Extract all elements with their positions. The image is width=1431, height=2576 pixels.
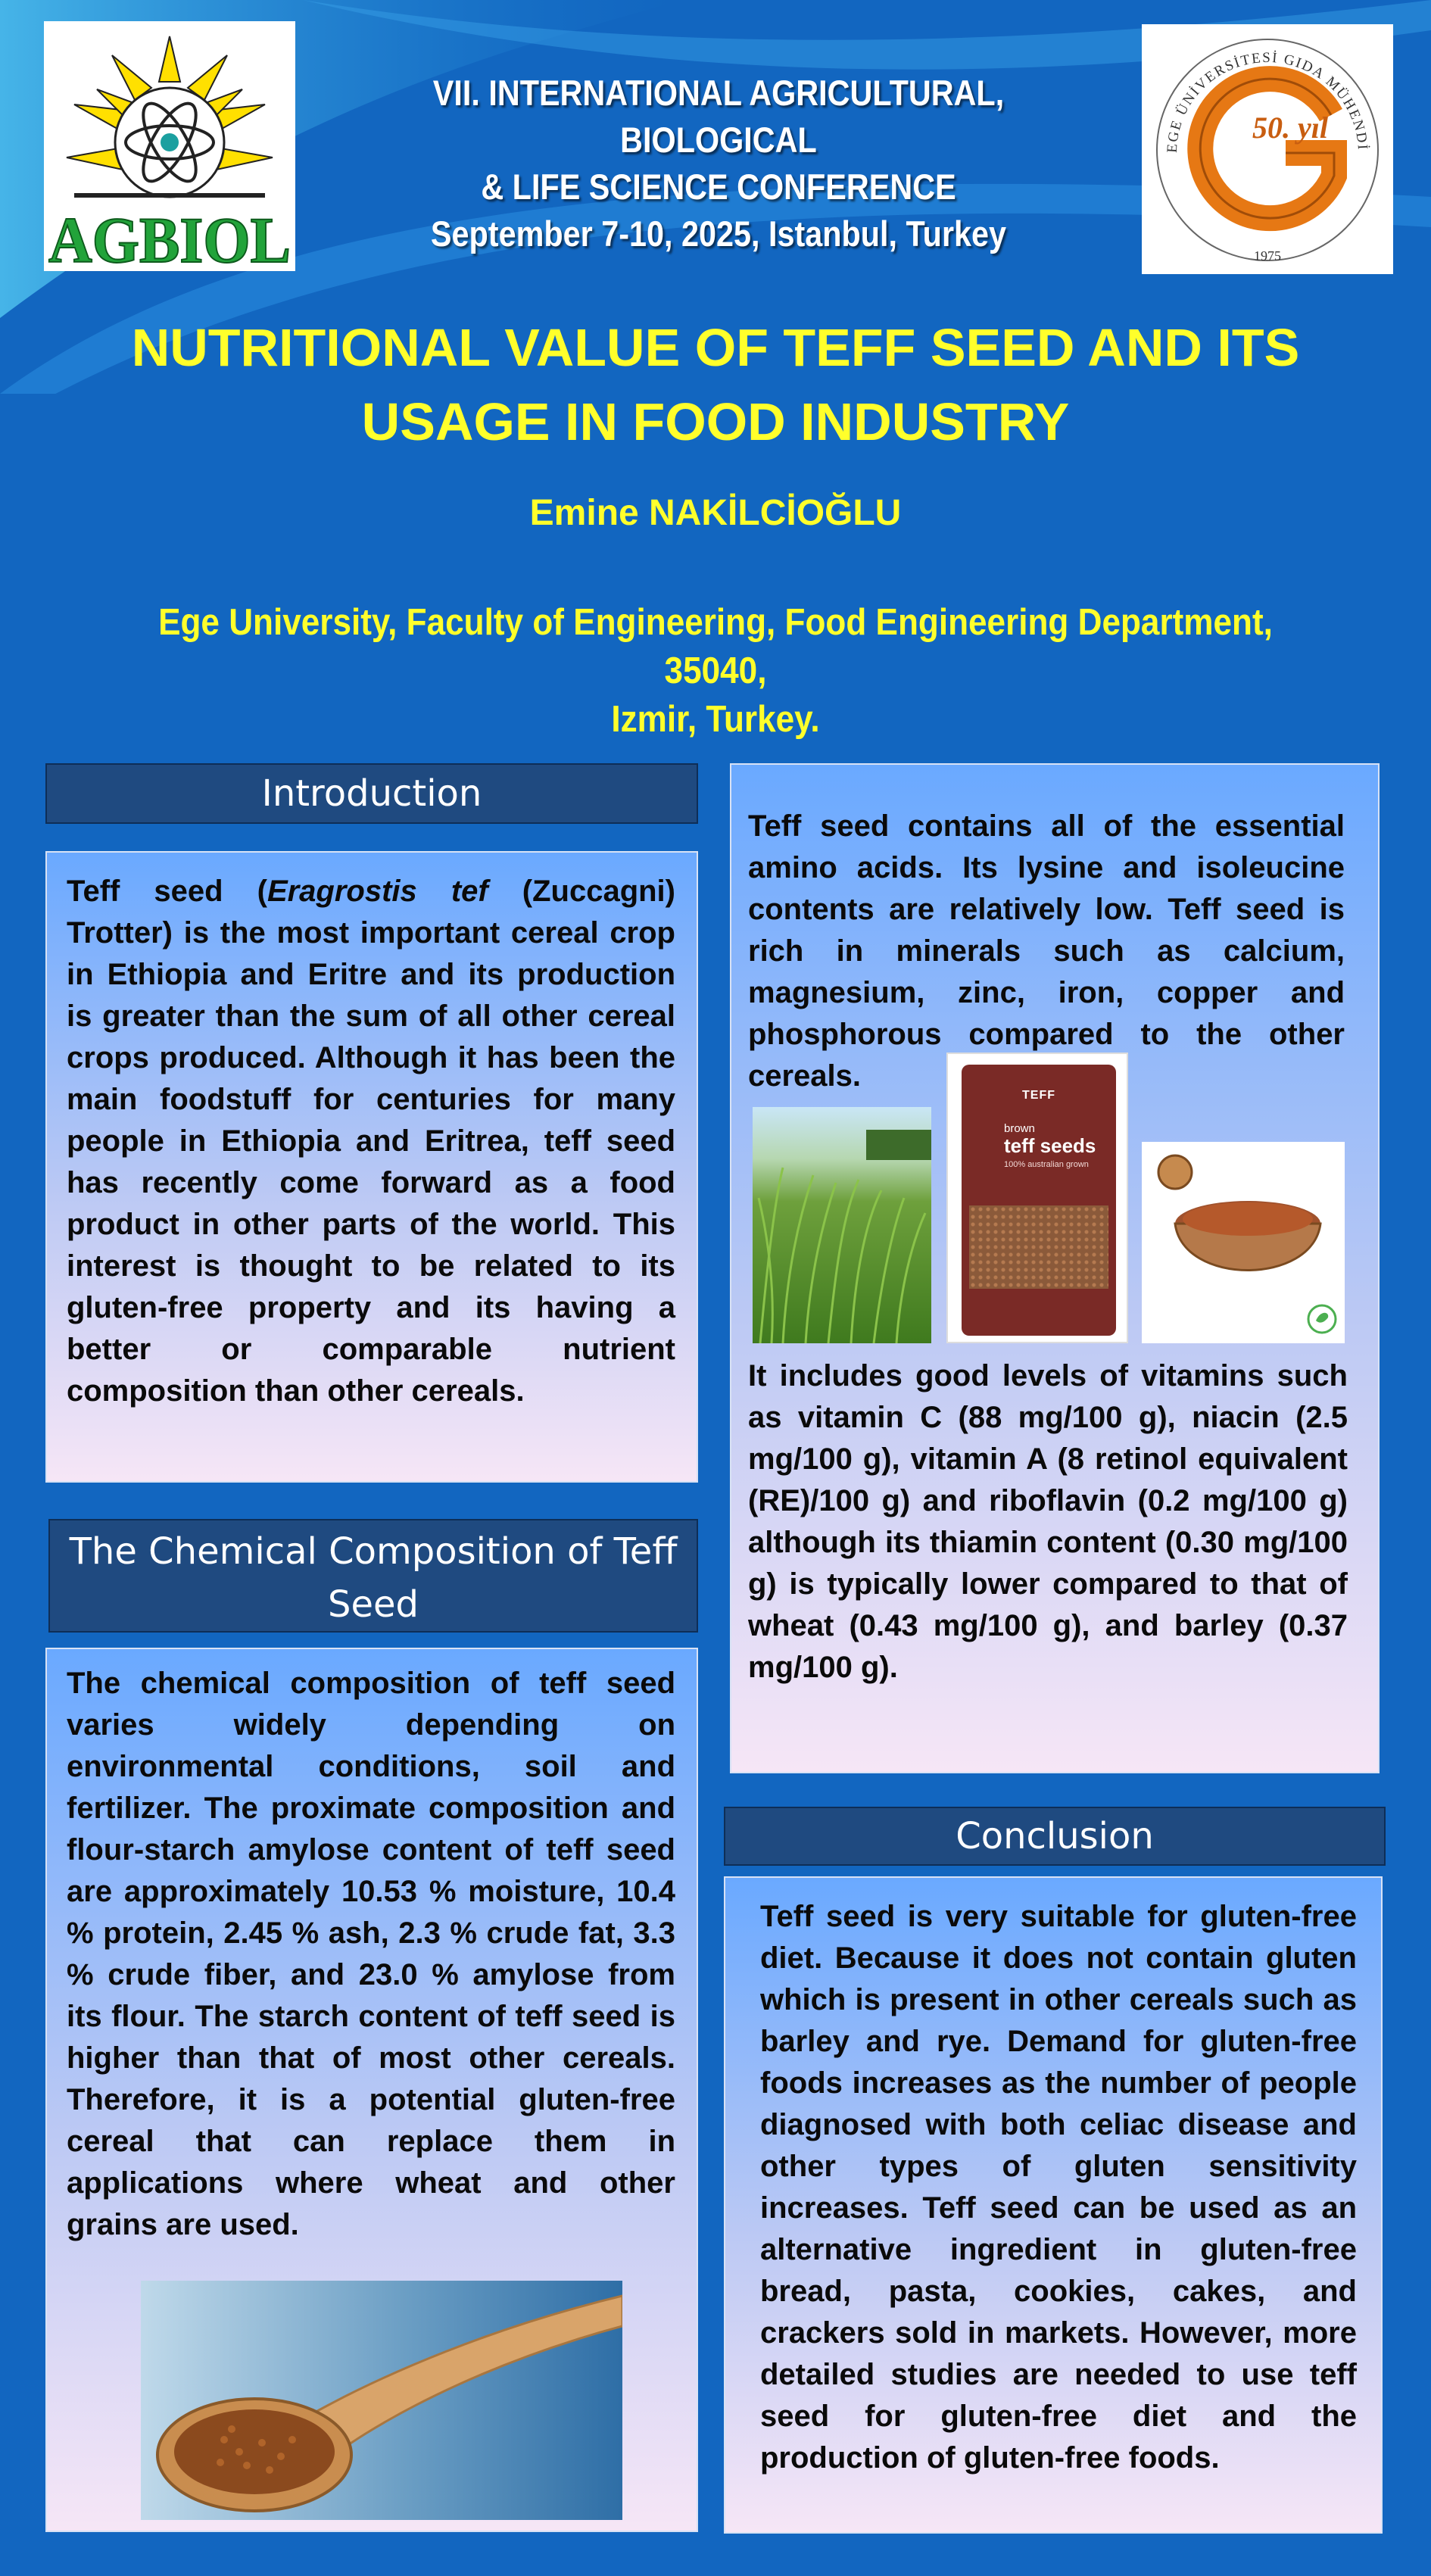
author-name: Emine NAKİLCİOĞLU [529,493,902,533]
affiliation [140,598,1292,744]
conference-line-2: & LIFE SCIENCE CONFERENCE [481,167,956,207]
nutrition-panel [730,763,1380,1773]
teff-spoon-image [141,2281,622,2520]
conclusion-text: Teff seed is very suitable for gluten-free diet. Because it does not contain gluten which is present in other cereals such as barley and rye. Demand for gluten-free foods increases as the number of people diagnosed with both celiac disease and other types of gluten sensitivity increases. Teff seed can be used as an alternative ingredient in gluten-free bread, pasta, cookies, cakes, and crackers sold in markets. However, more detailed studies are needed to use teff seed for gluten-free diet and the production of gluten-free foods. [760,1900,1357,2475]
g-emblem-icon [1200,79,1334,218]
logo-year: 1975 [1254,248,1281,264]
agbiol-logo-text: AGBIOL [48,204,291,271]
teff-bowl-image [1142,1142,1345,1343]
species-name: Eragrostis tef [267,875,488,908]
conference-line-1: VII. INTERNATIONAL AGRICULTURAL, BIOLOGICAL [432,73,1005,160]
vitamins-text: It includes good levels of vitamins such as vitamin C (88 mg/100 g), niacin (2.5 mg/100 g), vitamin A (8 retinol equivalent (RE)/100 g) and riboflavin (0.2 mg/100 g) although its thiamin content (0.30 mg/100 g) is typically lower compared to that of wheat (0.43 mg/100 g), and barley (0.37 mg/100 g). [748,1359,1348,1684]
logo-ring-text: EGE ÜNİVERSİTESİ GIDA MÜHENDİ [1164,49,1371,154]
conclusion-panel [724,1876,1383,2534]
title-line-1: NUTRITIONAL VALUE OF TEFF SEED AND ITS [131,318,1300,377]
chemical-composition-heading: The Chemical Composition of Teff Seed [48,1519,698,1633]
package-brand: brown [1004,1122,1035,1135]
chemical-composition-panel [45,1648,698,2532]
sunflower-icon [67,36,273,197]
affiliation-line-2: Izmir, Turkey. [611,699,820,740]
introduction-text: Teff seed (Eragrostis tef (Zuccagni) Trotter) is the most important cereal crop in Ethiopia and Eritre and its production is greater than the sum of all other cereal crops produced. Although it has been the main foodstuff for centuries for many people in Ethiopia and Eritrea, teff seed has recently come forward as a food product in other parts of the world. This interest is thought to be related to its gluten-free property and its having a better or comparable nutrient composition than other cereals. [67,875,675,1408]
conference-title [346,70,1091,257]
conference-line-3: September 7-10, 2025, Istanbul, Turkey [430,214,1007,254]
title-line-2: USAGE IN FOOD INDUSTRY [361,392,1070,451]
introduction-panel [45,851,698,1483]
package-logo: TEFF [1022,1089,1055,1102]
ege-food-engineering-logo [1142,24,1393,274]
agbiol-logo [44,21,295,271]
introduction-heading: Introduction [45,763,698,824]
amino-acids-minerals-text: Teff seed contains all of the essential amino acids. Its lysine and isoleucine contents are relatively low. Teff seed is rich in minerals such as calcium, magnesium, zinc, iron, copper and phosphorous compared to the other cereals. [748,809,1345,1093]
poster-title [45,310,1386,459]
affiliation-line-1: Ege University, Faculty of Engineering, Food Engineering Department, 35040, [158,602,1273,691]
package-label: teff seeds [1004,1134,1096,1157]
chemical-composition-text: The chemical composition of teff seed varies widely depending on environmental conditions, soil and fertilizer. The proximate composition and flour-starch amylose content of teff seed are approximately 10.53 % moisture, 10.4 % protein, 2.45 % ash, 2.3 % crude fat, 3.3 % crude fiber, and 23.0 % amylose from its flour. The starch content of teff seed is higher than that of most other cereals. Therefore, it is a potential gluten-free cereal that can replace them in applications where wheat and other grains are used. [67,1667,675,2241]
teff-plant-image [753,1107,931,1343]
teff-seeds-package-image [946,1053,1128,1343]
package-subtitle: 100% australian grown [1004,1160,1089,1169]
logo-badge: 50. yıl [1252,111,1328,145]
conclusion-heading: Conclusion [724,1807,1386,1866]
